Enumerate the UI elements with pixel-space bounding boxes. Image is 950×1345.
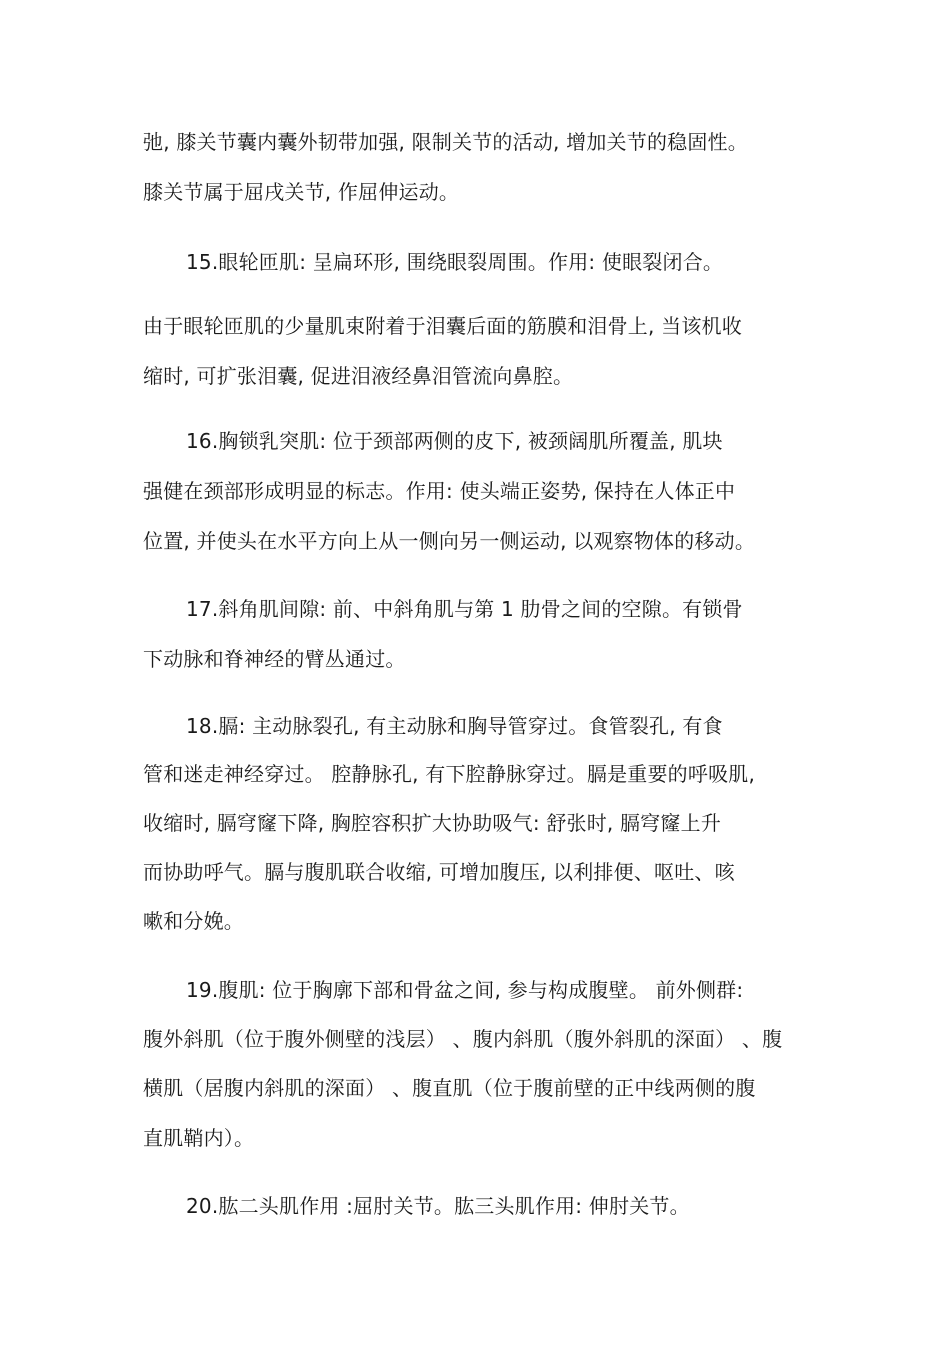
text-line: 位置, 并使头在水平方向上从一侧向另一侧运动, 以观察物体的移动。 bbox=[143, 529, 756, 553]
text-line: 弛, 膝关节囊内囊外韧带加强, 限制关节的活动, 增加关节的稳固性。 bbox=[143, 130, 748, 154]
item-18-heading: 18.膈: 主动脉裂孔, 有主动脉和胸导管穿过。食管裂孔, 有食 bbox=[186, 714, 723, 738]
text-line: 下动脉和脊神经的臂丛通过。 bbox=[143, 647, 406, 671]
text-line: 而协助呼气。膈与腹肌联合收缩, 可增加腹压, 以利排便、呕吐、咳 bbox=[143, 860, 735, 884]
text-line: 嗽和分娩。 bbox=[143, 909, 244, 933]
item-17-heading: 17.斜角肌间隙: 前、中斜角肌与第 1 肋骨之间的空隙。有锁骨 bbox=[186, 597, 743, 621]
text-line: 强健在颈部形成明显的标志。作用: 使头端正姿势, 保持在人体正中 bbox=[143, 479, 736, 503]
item-16-heading: 16.胸锁乳突肌: 位于颈部两侧的皮下, 被颈阔肌所覆盖, 肌块 bbox=[186, 429, 723, 453]
text-line: 由于眼轮匝肌的少量肌束附着于泪囊后面的筋膜和泪骨上, 当该机收 bbox=[143, 314, 742, 338]
text-line: 管和迷走神经穿过。 腔静脉孔, 有下腔静脉穿过。膈是重要的呼吸肌, bbox=[143, 762, 756, 786]
item-15-heading: 15.眼轮匝肌: 呈扁环形, 围绕眼裂周围。作用: 使眼裂闭合。 bbox=[186, 250, 724, 274]
text-line: 缩时, 可扩张泪囊, 促进泪液经鼻泪管流向鼻腔。 bbox=[143, 364, 574, 388]
item-19-heading: 19.腹肌: 位于胸廓下部和骨盆之间, 参与构成腹壁。 前外侧群: bbox=[186, 978, 744, 1002]
text-line: 横肌（居腹内斜肌的深面） 、腹直肌（位于腹前壁的正中线两侧的腹 bbox=[143, 1076, 756, 1100]
item-20-heading: 20.肱二头肌作用 :屈肘关节。肱三头肌作用: 伸肘关节。 bbox=[186, 1194, 690, 1218]
text-line: 膝关节属于屈戌关节, 作屈伸运动。 bbox=[143, 180, 460, 204]
text-line: 收缩时, 膈穹窿下降, 胸腔容积扩大协助吸气: 舒张时, 膈穹窿上升 bbox=[143, 811, 722, 835]
text-line: 直肌鞘内）。 bbox=[143, 1126, 255, 1150]
text-line: 腹外斜肌（位于腹外侧壁的浅层） 、腹内斜肌（腹外斜肌的深面） 、腹 bbox=[143, 1027, 783, 1051]
